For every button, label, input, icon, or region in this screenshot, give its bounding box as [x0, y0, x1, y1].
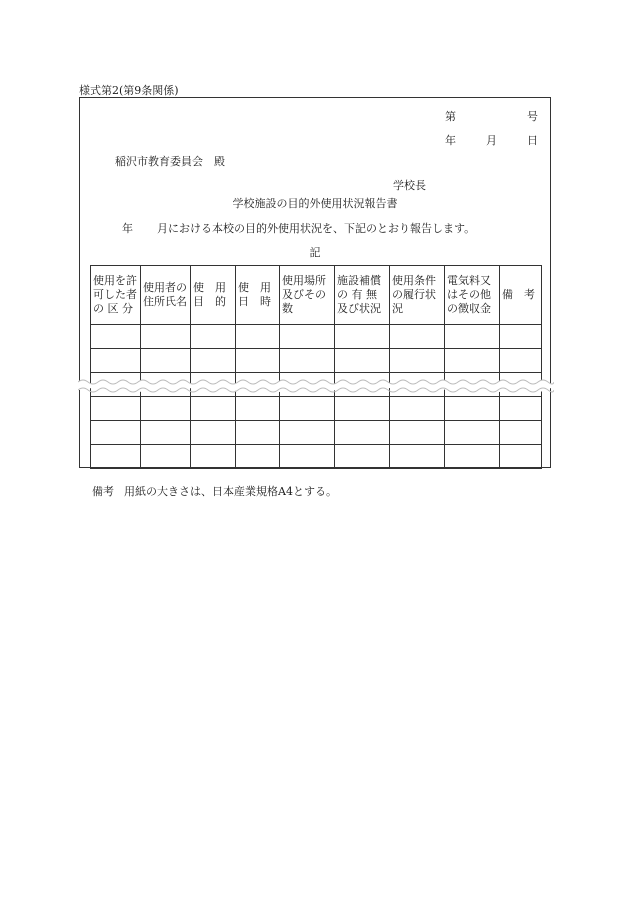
table-cell — [390, 421, 445, 445]
column-header-line: 使 用 — [238, 281, 271, 294]
table-cell — [335, 445, 390, 469]
column-header-line: 数 — [282, 302, 293, 315]
footnote — [92, 483, 337, 499]
ki-heading: 記 — [309, 246, 321, 259]
addressee: 稲沢市教育委員会 殿 — [115, 155, 225, 168]
table-cell — [191, 421, 236, 445]
table-cell — [390, 349, 445, 373]
form-frame — [79, 97, 551, 468]
column-header-line: の 区 分 — [93, 302, 133, 315]
table-cell — [141, 349, 191, 373]
table-cell — [500, 445, 542, 469]
table-cell — [500, 421, 542, 445]
table-row — [91, 349, 542, 373]
column-header-line: 況 — [392, 302, 403, 315]
column-header-line: 使用を許 — [93, 274, 137, 287]
column-header — [335, 266, 390, 325]
table-cell — [141, 325, 191, 349]
date-month: 月 — [486, 134, 497, 147]
table-cell — [500, 325, 542, 349]
table-cell — [280, 445, 335, 469]
intro-year: 年 — [122, 222, 133, 235]
column-header-line: の 有 無 — [337, 288, 377, 301]
column-header-line: 及びその — [282, 288, 326, 301]
column-header — [236, 266, 280, 325]
table-row — [91, 325, 542, 349]
table-row — [91, 397, 542, 421]
table-cell — [191, 397, 236, 421]
usage-table — [90, 265, 542, 469]
table-cell — [335, 349, 390, 373]
date-day: 日 — [527, 134, 538, 147]
table-cell — [91, 325, 141, 349]
column-header — [500, 266, 542, 325]
table-cell — [236, 349, 280, 373]
table-cell — [445, 421, 500, 445]
table-cell — [280, 325, 335, 349]
column-header — [91, 266, 141, 325]
table-row — [91, 445, 542, 469]
table-cell — [335, 325, 390, 349]
table-cell — [335, 397, 390, 421]
table-cell — [191, 349, 236, 373]
table-cell — [141, 397, 191, 421]
column-header-line: 備 考 — [502, 288, 535, 301]
column-header-line: 施設補償 — [337, 274, 381, 287]
column-header-line: はその他 — [447, 288, 491, 301]
intro-body: 月における本校の目的外使用状況を、下記のとおり報告します。 — [157, 222, 476, 235]
table-cell — [191, 445, 236, 469]
column-header-line: の履行状 — [392, 288, 436, 301]
column-header — [390, 266, 445, 325]
table-cell — [445, 445, 500, 469]
date-year: 年 — [445, 134, 456, 147]
table-row — [91, 421, 542, 445]
table-cell — [141, 445, 191, 469]
table-cell — [141, 421, 191, 445]
table-cell — [236, 325, 280, 349]
table-cell — [390, 445, 445, 469]
tear-break — [78, 374, 554, 398]
column-header — [445, 266, 500, 325]
table-cell — [445, 325, 500, 349]
table-cell — [91, 349, 141, 373]
column-header-line: 日 時 — [238, 295, 271, 308]
intro-text — [122, 220, 475, 236]
column-header — [141, 266, 191, 325]
table-cell — [91, 445, 141, 469]
table-cell — [91, 421, 141, 445]
table-cell — [236, 397, 280, 421]
table-cell — [500, 349, 542, 373]
number-suffix: 号 — [527, 110, 538, 123]
column-header-line: 住所氏名 — [143, 295, 187, 308]
table-cell — [236, 421, 280, 445]
column-header-line: 使用者の — [143, 281, 187, 294]
table-cell — [280, 421, 335, 445]
table-cell — [335, 421, 390, 445]
table-cell — [390, 397, 445, 421]
column-header-line: 目 的 — [193, 295, 226, 308]
document-number — [445, 108, 538, 124]
number-prefix: 第 — [445, 110, 456, 123]
table-cell — [91, 397, 141, 421]
form-label: 様式第2(第9条関係) — [79, 84, 179, 97]
table-cell — [236, 445, 280, 469]
table-cell — [280, 397, 335, 421]
table-cell — [191, 325, 236, 349]
footnote-label: 備考 — [92, 485, 114, 498]
document-date — [445, 132, 538, 148]
table-cell — [445, 397, 500, 421]
column-header-line: 電気料又 — [447, 274, 491, 287]
column-header-line: の徴収金 — [447, 302, 491, 315]
table-cell — [500, 397, 542, 421]
column-header-line: 使用場所 — [282, 274, 326, 287]
column-header — [280, 266, 335, 325]
column-header — [191, 266, 236, 325]
table-header-row — [91, 266, 542, 325]
table-cell — [445, 349, 500, 373]
document-title: 学校施設の目的外使用状況報告書 — [232, 197, 398, 210]
table-cell — [390, 325, 445, 349]
column-header-line: 使用条件 — [392, 274, 436, 287]
column-header-line: 及び状況 — [337, 302, 381, 315]
footnote-text: 用紙の大きさは、日本産業規格A4とする。 — [124, 485, 337, 498]
sender: 学校長 — [393, 179, 426, 192]
table-cell — [280, 349, 335, 373]
column-header-line: 可した者 — [93, 288, 137, 301]
column-header-line: 使 用 — [193, 281, 226, 294]
